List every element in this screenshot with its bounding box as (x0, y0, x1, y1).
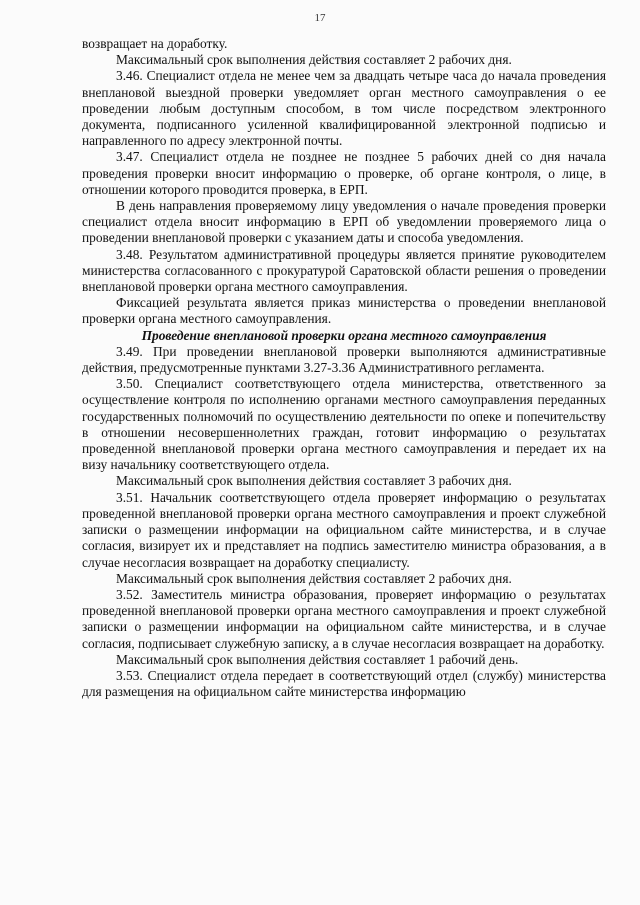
section-heading: Проведение внеплановой проверки органа местного самоуправления (141, 327, 547, 343)
paragraph-result-fixation: Фиксацией результата является приказ министерства о проведении внеплановой проверки органа местного самоуправления. (82, 295, 606, 327)
paragraph-3-49: 3.49. При проведении внеплановой проверки выполняются административные действия, предусмотренные пунктами 3.27-3.36 Административного регламента. (82, 343, 606, 376)
paragraph-deadline-1-day: Максимальный срок выполнения действия составляет 1 рабочий день. (116, 651, 519, 667)
paragraph-deadline-2-days: Максимальный срок выполнения действия составляет 2 рабочих дня. (116, 52, 512, 68)
paragraph-3-46: 3.46. Специалист отдела не менее чем за двадцать четыре часа до начала проведения внеплановой выездной проверки уведомляет орган местного самоуправления о ее проведении любым доступным способом, в том числе посредством электронного документа, подписанного усиленной квалифицированной электронной подписью и направленного по адресу электронной почты. (82, 68, 606, 149)
paragraph-3-47: 3.47. Специалист отдела не позднее не позднее 5 рабочих дней со дня начала проведения проверки вносит информацию о проверке, об органе контроля, о лице, в отношении которого проводится проверка, в ЕРП. (82, 149, 606, 197)
paragraph-notification-day: В день направления проверяемому лицу уведомления о начале проведения проверки специалист отдела вносит информацию в ЕРП об уведомлении проверяемого лица о проведении внеплановой проверки с указанием даты и способа уведомления. (82, 198, 606, 246)
paragraph-3-51: 3.51. Начальник соответствующего отдела проверяет информацию о результатах проведенной внеплановой проверки органа местного самоуправления и проект служебной записки о размещении информации на официальном сайте министерства, и в случае согласия, визирует их и представляет на подпись заместителю министра образования, а в случае несогласия возвращает на доработку специалисту. (82, 489, 606, 570)
paragraph-3-50: 3.50. Специалист соответствующего отдела министерства, ответственного за осуществление контроля по исполнению органами местного самоуправления переданных государственных полномочий по осуществлению деятельности по опеке и попечительству в отношении несовершеннолетних граждан, готовит информацию о результатах проведенной внеплановой проверки органа местного самоуправления и передает их на визу начальнику соответствующего отдела. (82, 376, 606, 473)
document-body (82, 36, 606, 700)
page-number: 17 (314, 12, 326, 24)
paragraph-3-48: 3.48. Результатом административной процедуры является принятие руководителем министерства согласованного с прокуратурой Саратовской области решения о проведении внеплановой проверки органа местного самоуправления. (82, 246, 606, 295)
paragraph-3-53: 3.53. Специалист отдела передает в соответствующий отдел (службу) министерства для размещения на официальном сайте министерства информацию (82, 667, 606, 700)
paragraph-deadline-2-days-second: Максимальный срок выполнения действия составляет 2 рабочих дня. (116, 570, 512, 586)
paragraph-returns-for-revision: возвращает на доработку. (82, 36, 228, 51)
paragraph-3-52: 3.52. Заместитель министра образования, проверяет информацию о результатах проведенной внеплановой проверки органа местного самоуправления и проект служебной записки о размещении информации на официальном сайте министерства, и в случае согласия, подписывает служебную записку, а в случае несогласия возвращает на доработку. (82, 586, 606, 651)
paragraph-deadline-3-days: Максимальный срок выполнения действия составляет 3 рабочих дня. (116, 473, 512, 489)
